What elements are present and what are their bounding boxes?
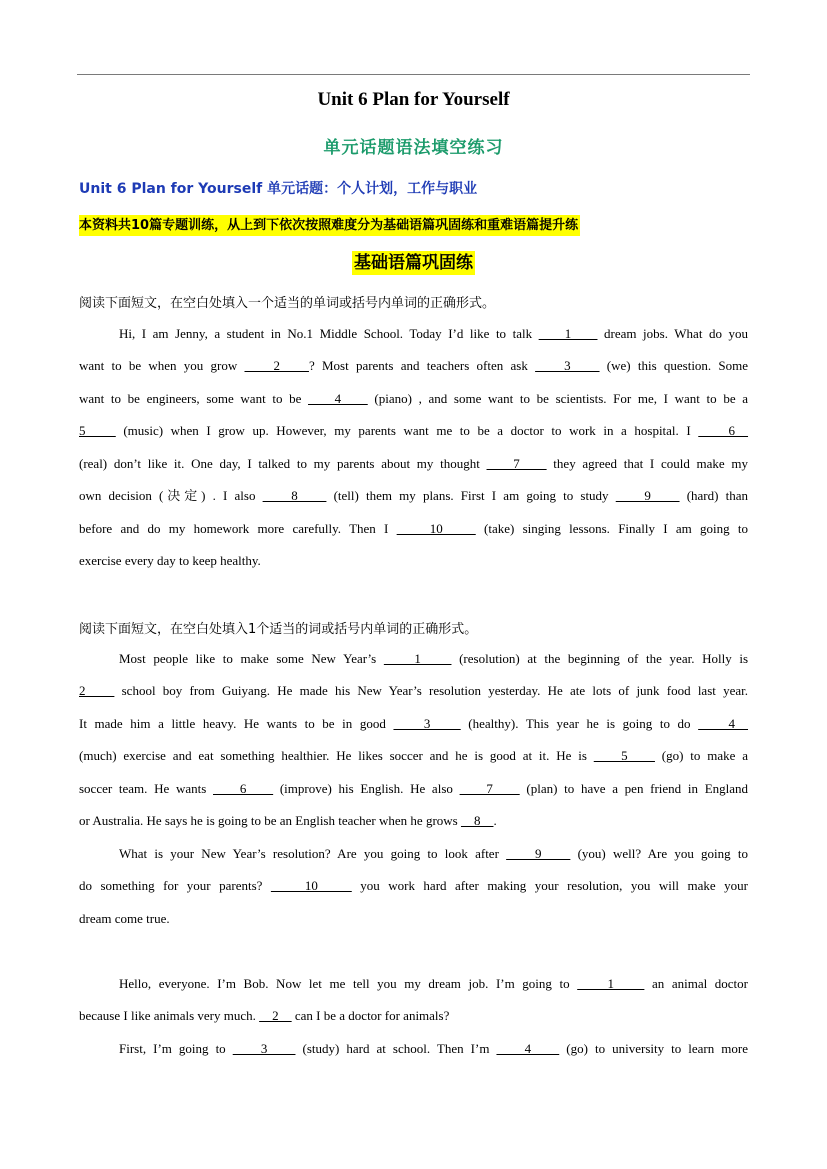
passage-line — [79, 421, 748, 441]
passage-line — [79, 746, 748, 766]
passage-line — [79, 811, 748, 831]
passage-line — [119, 974, 748, 994]
passage-line — [79, 1006, 748, 1026]
passage-text: school boy from Guiyang. He made his New Year’s resolution yesterday. He ate lots of junk food last year. — [114, 683, 748, 698]
passage-text: (resolution) at the beginning of the year. Holly is — [451, 651, 749, 666]
header-rule — [77, 74, 750, 75]
blank-number: 5 — [79, 423, 116, 438]
passage-text: (piano) , and some want to be scientists. For me, I want to be a — [367, 391, 749, 406]
passage2-instruction: 阅读下面短文，在空白处填入1个适当的词或括号内单词的正确形式。 — [79, 622, 478, 637]
blank-number: 2 — [244, 358, 309, 373]
passage-text: What is your New Year’s resolution? Are you going to look after — [119, 846, 507, 861]
passage-line — [79, 714, 748, 734]
passage-text: dream come true. — [79, 911, 170, 926]
passage-text: (we) this question. Some — [599, 358, 749, 373]
passage-text: want to be when you grow — [79, 358, 245, 373]
passage-text: (hard) than — [679, 488, 749, 503]
section-heading-label: 基础语篇巩固练 — [354, 253, 473, 273]
passage-text: own decision (决定) . I also — [79, 488, 263, 503]
passage-text: (go) to university to learn more — [559, 1041, 748, 1056]
passage-text: can I be a doctor for animals? — [291, 1008, 450, 1023]
passage-line — [79, 779, 748, 799]
passage-text: (plan) to have a pen friend in England — [519, 781, 749, 796]
section-heading — [0, 251, 827, 275]
passage-text: . — [493, 813, 497, 828]
passage-text: First, I’m going to — [119, 1041, 233, 1056]
passage-text: exercise every day to keep healthy. — [79, 553, 261, 568]
blank-number: 1 — [383, 651, 452, 666]
passage-line — [79, 519, 748, 539]
passage-line — [79, 551, 748, 571]
passage-text: Hello, everyone. I’m Bob. Now let me tell you my dream job. I’m going to — [119, 976, 578, 991]
passage-text: (healthy). This year he is going to do — [460, 716, 699, 731]
unit-topic: Unit 6 Plan for Yourself 单元话题：个人计划，工作与职业 — [79, 181, 478, 197]
blank-number: 9 — [506, 846, 571, 861]
page-subtitle: 单元话题语法填空练习 — [323, 138, 504, 158]
passage-text: (take) singing lessons. Finally I am going to — [475, 521, 749, 536]
page-title: Unit 6 Plan for Yourself — [317, 89, 510, 110]
passage-text: (you) well? Are you going to — [570, 846, 748, 861]
passage-text: (tell) them my plans. First I am going to study — [326, 488, 616, 503]
blank-number: 1 — [538, 326, 598, 341]
blank-number: 10 — [270, 878, 352, 893]
passage-line — [79, 356, 748, 376]
passage-text: (real) don’t like it. One day, I talked to my parents about my thought — [79, 456, 487, 471]
passage-text: or Australia. He says he is going to be an English teacher when he grows — [79, 813, 461, 828]
passage-text: It made him a little heavy. He wants to be in good — [79, 716, 394, 731]
passage-text: (music) when I grow up. However, my parents want me to be a doctor to work in a hospital. I — [115, 423, 699, 438]
blank-number: 2 — [259, 1008, 292, 1023]
blank-number: 8 — [262, 488, 327, 503]
blank-number: 7 — [486, 456, 547, 471]
passage-line — [119, 844, 748, 864]
passage-line — [79, 909, 748, 929]
blank-number: 3 — [393, 716, 461, 731]
blank-number: 4 — [308, 391, 368, 406]
blank-number: 10 — [396, 521, 476, 536]
passage-text: because I like animals very much. — [79, 1008, 260, 1023]
blank-number: 7 — [459, 781, 520, 796]
passage-text: ? Most parents and teachers often ask — [308, 358, 536, 373]
passage-line — [79, 389, 748, 409]
passage-text: (much) exercise and eat something healthier. He likes soccer and he is good at it. He is — [79, 748, 594, 763]
passage-text: dream jobs. What do you — [597, 326, 749, 341]
passage-text: you work hard after making your resolution, you will make your — [351, 878, 748, 893]
passage-text: want to be engineers, some want to be — [79, 391, 309, 406]
blank-number: 8 — [460, 813, 494, 828]
passage-text: before and do my homework more carefully. Then I — [79, 521, 397, 536]
blank-number: 6 — [213, 781, 274, 796]
blank-number: 9 — [615, 488, 680, 503]
blank-number: 4 — [496, 1041, 560, 1056]
blank-number: 2 — [79, 683, 115, 698]
blank-number: 5 — [593, 748, 655, 763]
resource-notice: 本资料共10篇专题训练，从上到下依次按照难度分为基础语篇巩固练和重难语篇提升练 — [79, 215, 580, 236]
passage-line — [79, 454, 748, 474]
passage-line — [79, 876, 748, 896]
passage-line — [119, 649, 748, 669]
passage-line — [79, 486, 748, 506]
passage-line — [119, 1039, 748, 1059]
passage-text: (improve) his English. He also — [273, 781, 460, 796]
blank-number: 6 — [698, 423, 749, 438]
passage-text: an animal doctor — [644, 976, 749, 991]
passage-line — [119, 324, 748, 344]
blank-number: 4 — [698, 716, 749, 731]
passage-text: (go) to make a — [654, 748, 748, 763]
passage-text: Hi, I am Jenny, a student in No.1 Middle School. Today I’d like to talk — [119, 326, 539, 341]
passage-text: Most people like to make some New Year’s — [119, 651, 384, 666]
blank-number: 1 — [577, 976, 645, 991]
passage-text: they agreed that I could make my — [546, 456, 748, 471]
passage-text: do something for your parents? — [79, 878, 271, 893]
passage-line — [79, 681, 748, 701]
blank-number: 3 — [232, 1041, 296, 1056]
blank-number: 3 — [535, 358, 600, 373]
passage-text: (study) hard at school. Then I’m — [295, 1041, 497, 1056]
passage1-instruction: 阅读下面短文，在空白处填入一个适当的单词或括号内单词的正确形式。 — [79, 296, 496, 311]
passage-text: soccer team. He wants — [79, 781, 214, 796]
